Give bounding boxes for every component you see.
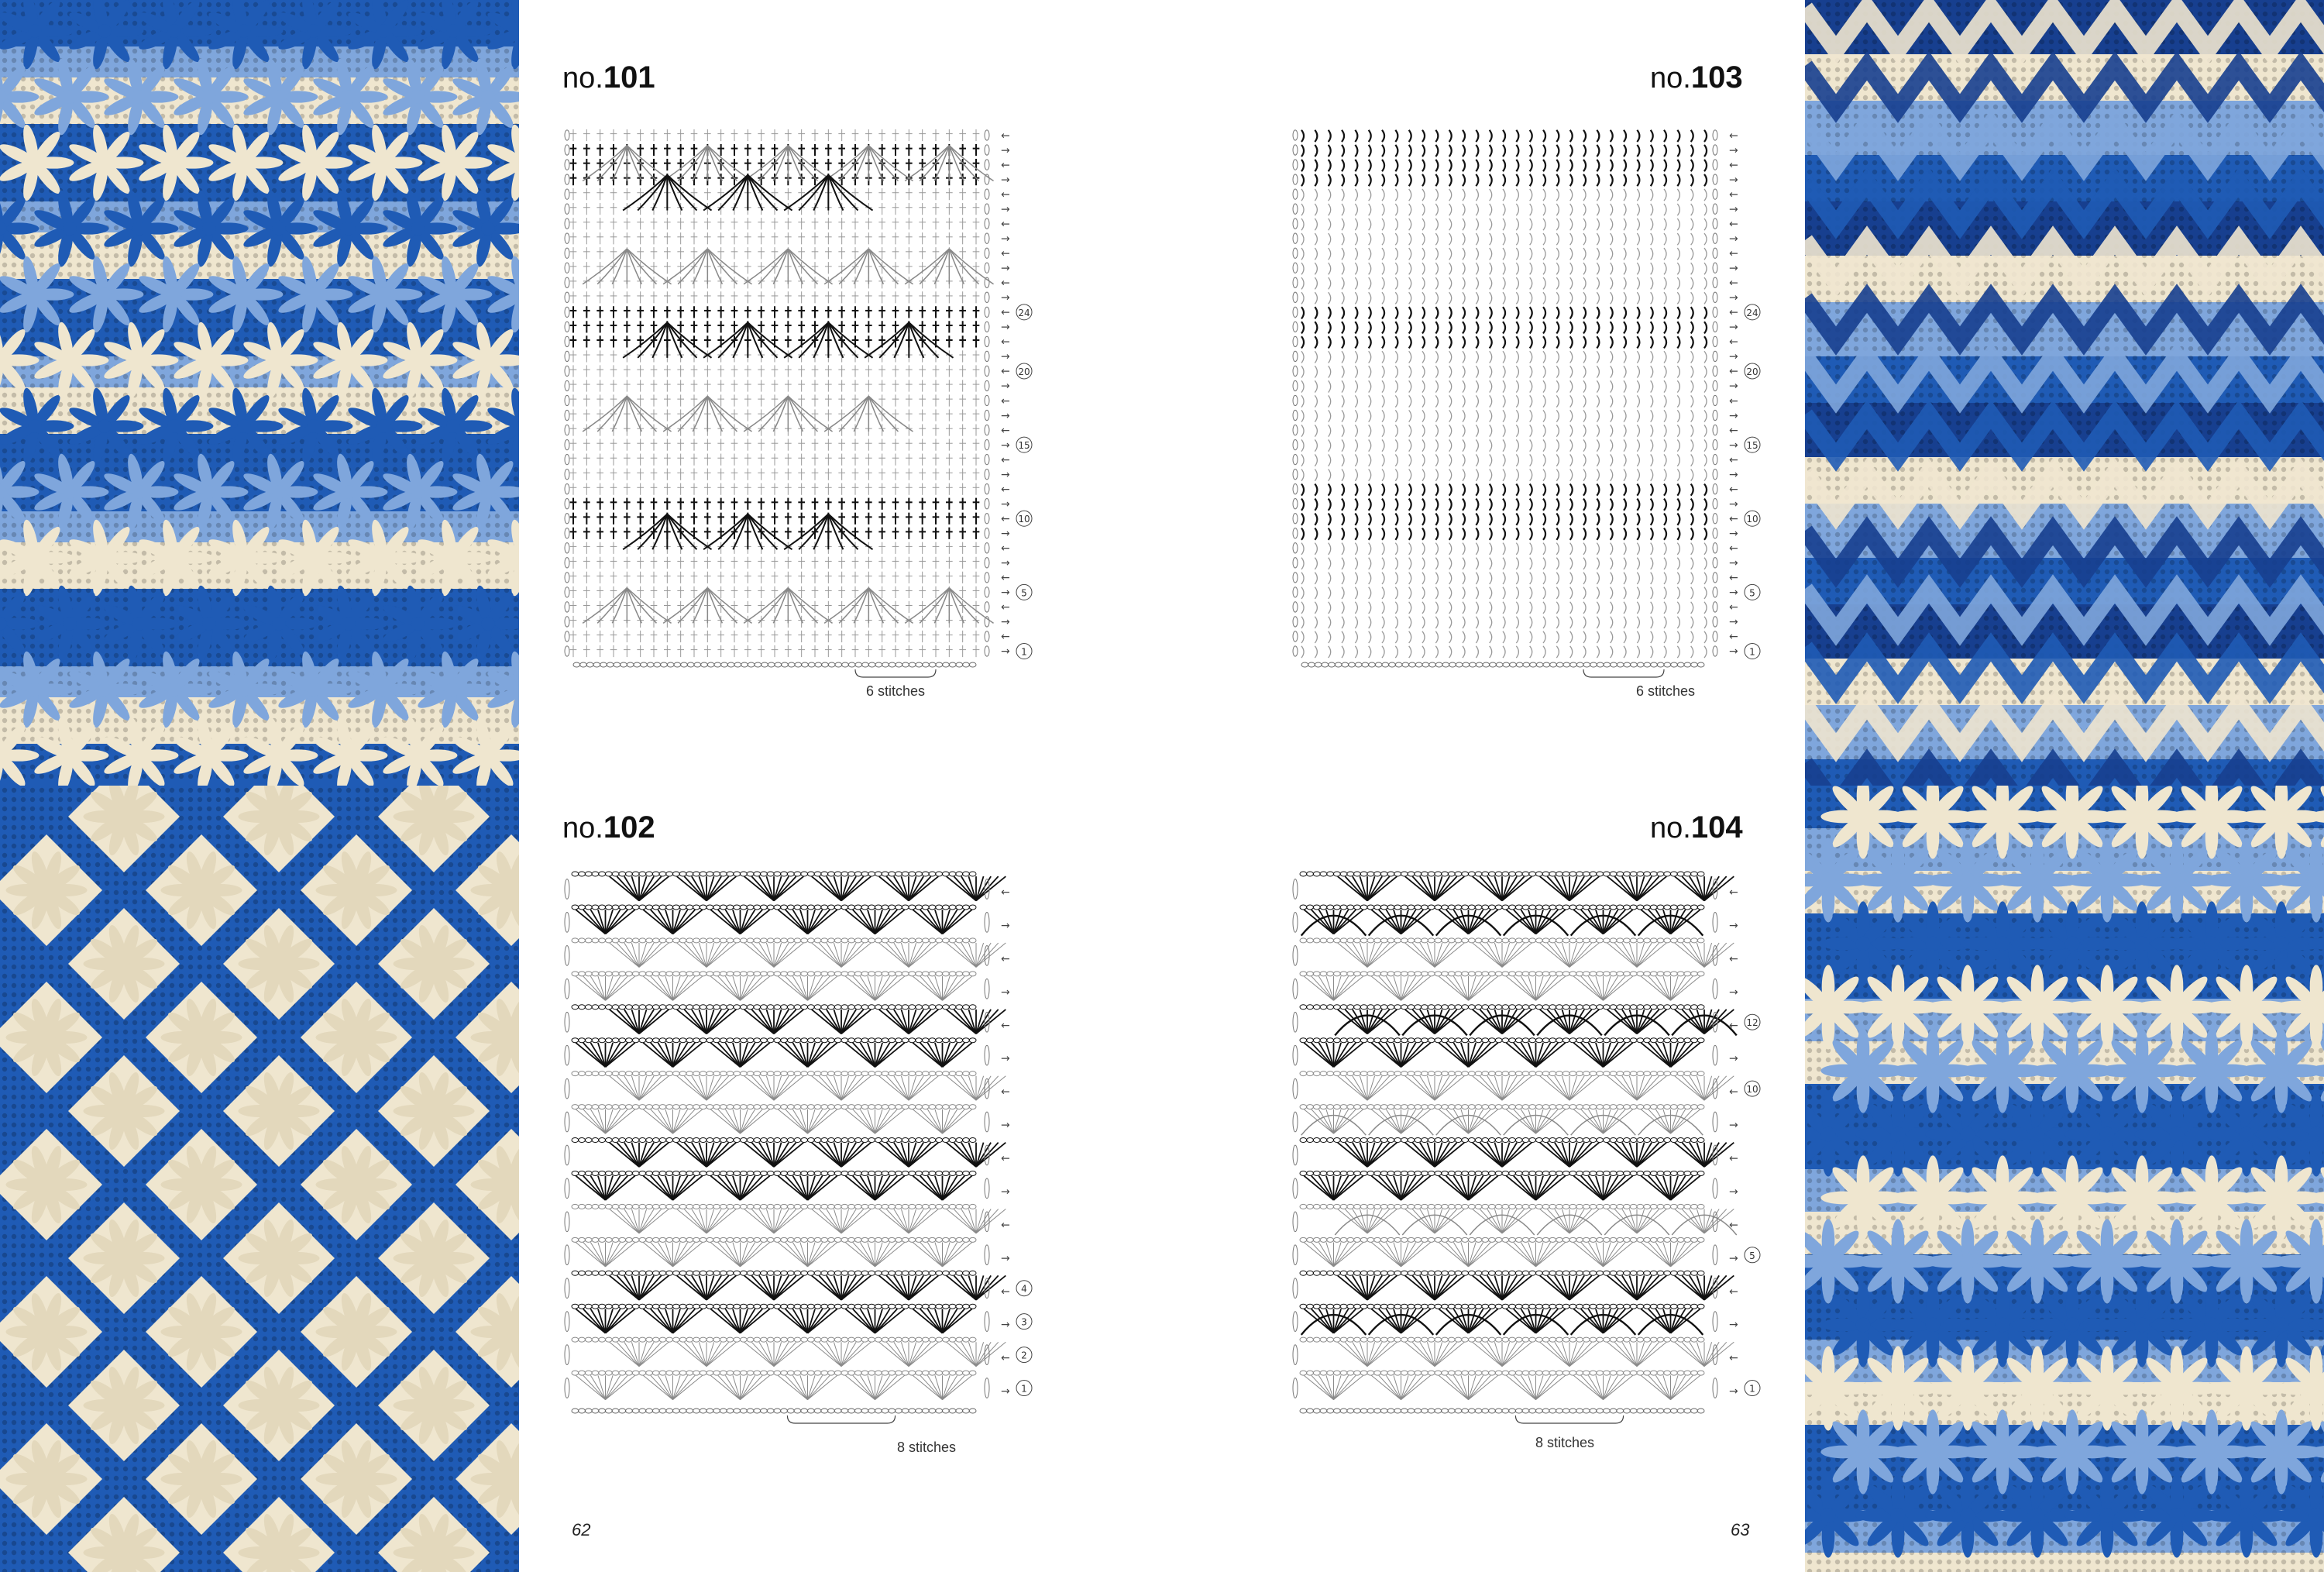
swatch-101-photo [0,0,519,786]
stitch-chart-101 [558,120,1054,693]
pattern-title-104: no.104 [1650,810,1743,845]
page-number-left: 62 [572,1520,590,1540]
stitch-repeat-label-102: 8 stitches [897,1440,956,1456]
swatch-102-photo [0,786,519,1572]
pattern-title-101: no.101 [562,60,655,95]
stitch-repeat-label-104: 8 stitches [1535,1435,1594,1451]
stitch-chart-104 [1286,866,1782,1443]
stitch-repeat-label-103: 6 stitches [1636,683,1695,700]
page-number-right: 63 [1731,1520,1749,1540]
stitch-chart-103 [1286,120,1782,693]
stitch-repeat-label-101: 6 stitches [866,683,925,700]
swatch-103-photo [1805,0,2324,786]
pattern-title-102: no.102 [562,810,655,845]
swatch-104-photo [1805,786,2324,1572]
stitch-chart-102 [558,866,1054,1443]
pattern-title-103: no.103 [1650,60,1743,95]
